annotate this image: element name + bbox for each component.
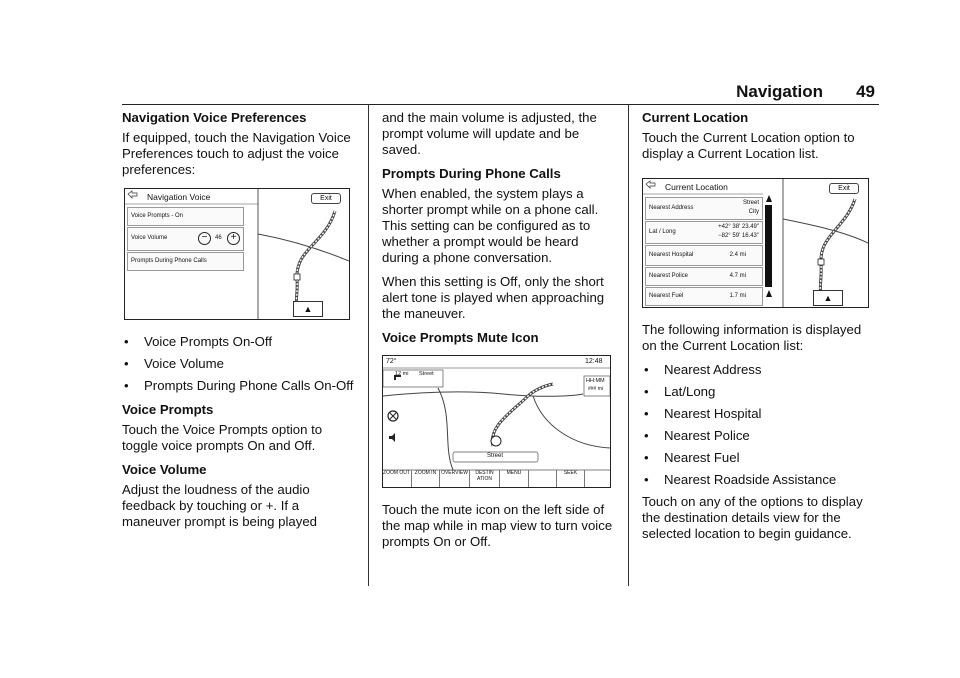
page-header	[122, 80, 879, 105]
menu-button[interactable]: MENU	[499, 470, 528, 487]
list-item: • Voice Volume	[122, 356, 358, 372]
section-title: Navigation	[736, 82, 823, 101]
volume-value: 46	[215, 235, 222, 241]
row-label: Voice Prompts - On	[131, 213, 184, 219]
row-label: Prompts During Phone Calls	[131, 258, 207, 264]
voice-volume-row[interactable]	[127, 227, 244, 251]
map-view-screen	[382, 355, 611, 488]
destination-button[interactable]: DESTIN ATION	[469, 470, 499, 487]
exit-button[interactable]: Exit	[829, 183, 859, 194]
eta-time: HH:MM	[586, 378, 605, 384]
exit-button[interactable]: Exit	[311, 193, 341, 204]
seek-button[interactable]: SEEK	[556, 470, 584, 487]
row-value: +42° 38' 23.49"	[718, 224, 759, 230]
navigation-voice-screen	[124, 188, 350, 320]
heading: Current Location	[642, 110, 749, 125]
paragraph: Touch the Voice Prompts option to toggle voice prompts On and Off.	[122, 422, 323, 453]
up-arrow-icon[interactable]: ▲	[813, 290, 843, 306]
overview-button[interactable]: OVERVIEW	[439, 470, 469, 487]
temperature: 72°	[386, 358, 397, 365]
paragraph: When this setting is Off, only the short alert tone is played when approaching the maneuver.	[382, 274, 605, 321]
row-value: 4.7 mi	[729, 273, 746, 279]
list-item: • Nearest Police	[642, 428, 878, 444]
row-label: Nearest Hospital	[649, 252, 694, 258]
list-item: • Nearest Roadside Assistance	[642, 472, 878, 488]
column-divider	[368, 104, 369, 586]
row-label: Nearest Address	[649, 205, 694, 211]
voice-prompts-row[interactable]	[127, 207, 244, 226]
row-value: −82° 59' 16.43"	[718, 233, 759, 239]
list-item: • Nearest Address	[642, 362, 878, 378]
zoom-out-button[interactable]: ZOOM OUT	[383, 470, 410, 476]
zoom-in-button[interactable]: ZOOM IN	[411, 470, 439, 487]
nearest-address-row[interactable]	[645, 197, 763, 220]
heading: Navigation Voice Preferences	[122, 110, 307, 125]
paragraph: Touch the Current Location option to display a Current Location list.	[642, 130, 855, 161]
row-value: 2.4 mi	[729, 252, 746, 258]
clock: 12:48	[585, 358, 603, 365]
paragraph: If equipped, touch the Navigation Voice Preferences touch to adjust the voice preferences:	[122, 130, 351, 177]
list-item: • Voice Prompts On-Off	[122, 334, 358, 350]
seek-forward-button[interactable]	[584, 470, 610, 487]
prompts-during-calls-row[interactable]	[127, 252, 244, 271]
list-item: • Nearest Fuel	[642, 450, 878, 466]
map-graphics	[383, 356, 610, 487]
distance: 12 mi	[395, 371, 409, 377]
street-label: Street	[487, 453, 504, 459]
heading: Prompts During Phone Calls	[382, 166, 561, 181]
row-label: Voice Volume	[131, 235, 168, 241]
list-item: • Lat/Long	[642, 384, 878, 400]
heading: Voice Prompts	[122, 402, 214, 417]
minus-icon[interactable]: −	[198, 232, 211, 245]
screen-title: Navigation Voice	[147, 192, 211, 202]
paragraph: When enabled, the system plays a shorter prompt while on a phone call. This setting can be configured as to whether a prompt would be heard during a phone conversation.	[382, 186, 599, 265]
paragraph: and the main volume is adjusted, the prompt volume will update and be saved.	[382, 110, 597, 157]
paragraph: The following information is displayed on the Current Location list:	[642, 322, 862, 353]
row-value: City	[748, 209, 759, 215]
current-location-screen	[642, 178, 869, 308]
plus-icon[interactable]: +	[227, 232, 240, 245]
screen-title: Current Location	[665, 182, 728, 192]
row-value: Street	[742, 200, 759, 206]
lat-long-row[interactable]	[645, 221, 763, 244]
row-label: Nearest Fuel	[649, 293, 684, 299]
column-2	[382, 110, 618, 558]
nearest-fuel-row[interactable]	[645, 287, 763, 306]
up-arrow-icon[interactable]: ▲	[293, 301, 323, 317]
list-item: • Nearest Hospital	[642, 406, 878, 422]
column-divider	[628, 104, 629, 586]
column-3	[642, 110, 878, 550]
seek-back-button[interactable]	[528, 470, 556, 487]
eta-distance: ### mi	[588, 386, 604, 392]
column-1	[122, 110, 358, 538]
page-number: 49	[856, 82, 875, 101]
nearest-hospital-row[interactable]	[645, 245, 763, 266]
nearest-police-row[interactable]	[645, 267, 763, 286]
heading: Voice Volume	[122, 462, 207, 477]
row-value: 1.7 mi	[729, 293, 746, 299]
row-label: Nearest Police	[649, 273, 689, 279]
paragraph: Touch on any of the options to display the destination details view for the selected location to begin guidance.	[642, 494, 863, 541]
paragraph: Adjust the loudness of the audio feedback by touching or +. If a maneuver prompt is being played	[122, 482, 317, 529]
paragraph: Touch the mute icon on the left side of the map while in map view to turn voice prompts On or Off.	[382, 502, 613, 549]
street-label: Street	[419, 371, 434, 377]
heading: Voice Prompts Mute Icon	[382, 330, 539, 345]
row-label: Lat / Long	[649, 229, 676, 235]
list-item: • Prompts During Phone Calls On-Off	[122, 378, 358, 394]
